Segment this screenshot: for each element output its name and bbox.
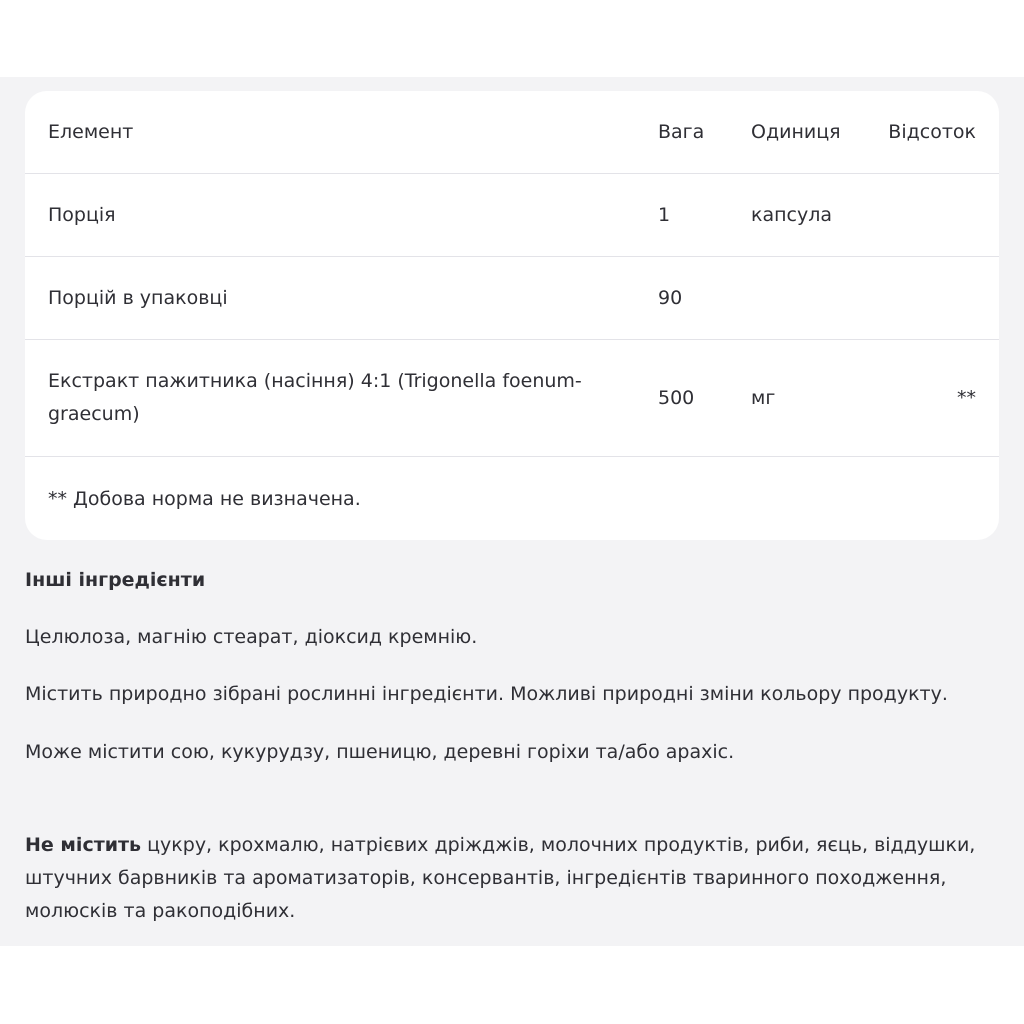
table-row xyxy=(25,257,999,340)
row-percent: ** xyxy=(957,387,976,409)
nutrition-table xyxy=(25,91,999,540)
table-row xyxy=(25,340,999,457)
row-element: Порцій в упаковці xyxy=(48,287,228,309)
row-element: Екстракт пажитника (насіння) 4:1 (Trigonella foenum-graecum) xyxy=(48,370,582,425)
row-weight: 90 xyxy=(658,287,683,309)
row-weight: 500 xyxy=(658,387,695,409)
row-unit: капсула xyxy=(751,204,833,226)
header-weight: Вага xyxy=(658,121,705,143)
table-header-row xyxy=(25,91,999,174)
ingredients-line: Може містити сою, кукурудзу, пшеницю, деревні горіхи та/або арахіс. xyxy=(25,741,735,763)
row-element: Порція xyxy=(48,204,116,226)
row-weight: 1 xyxy=(658,204,671,226)
ingredients-line: Целюлоза, магнію стеарат, діоксид кремнію. xyxy=(25,626,478,648)
row-unit: мг xyxy=(751,387,776,409)
table-footnote-row xyxy=(25,457,999,540)
row-unit xyxy=(751,257,871,339)
row-percent xyxy=(856,174,976,256)
free-from-paragraph xyxy=(25,829,985,928)
header-percent: Відсоток xyxy=(888,121,976,143)
ingredients-line: Містить природно зібрані рослинні інгредієнти. Можливі природні зміни кольору продукту. xyxy=(25,683,948,705)
table-row xyxy=(25,174,999,257)
other-ingredients-heading: Інші інгредієнти xyxy=(25,569,206,591)
free-from-text: цукру, крохмалю, натрієвих дріжджів, молочних продуктів, риби, яєць, віддушки, штучних барвників та ароматизаторів, консервантів, інгредієнтів тваринного походження, молюсків та ракоподібних. xyxy=(25,834,976,922)
header-element: Елемент xyxy=(48,121,134,143)
row-percent xyxy=(856,257,976,339)
header-unit: Одиниця xyxy=(751,121,841,143)
table-footnote: ** Добова норма не визначена. xyxy=(48,487,361,510)
free-from-label: Не містить xyxy=(25,834,142,856)
